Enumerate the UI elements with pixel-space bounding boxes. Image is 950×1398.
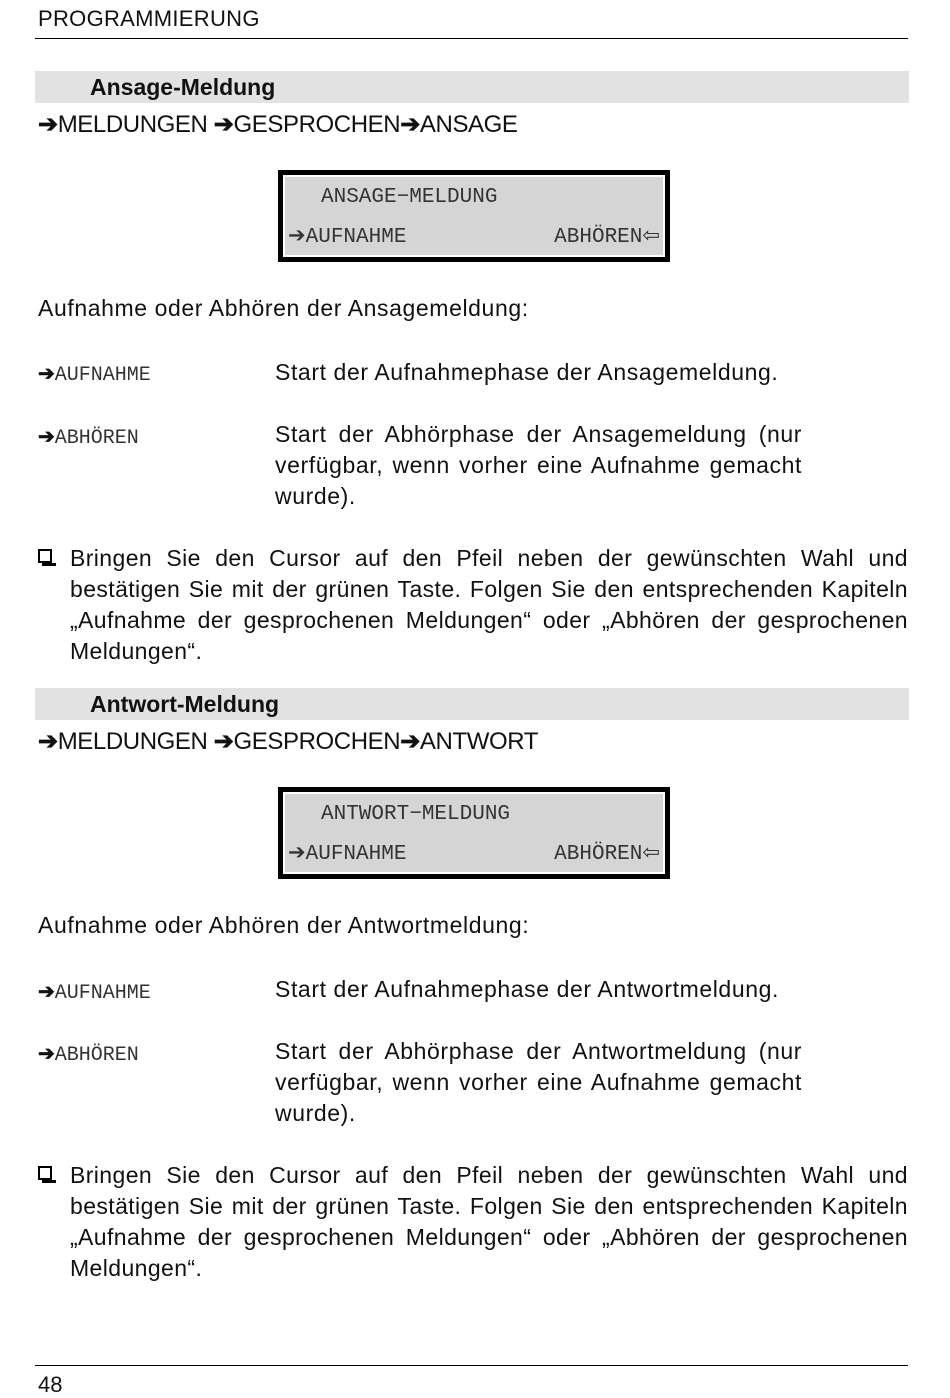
arrow-right-icon: ➔ bbox=[38, 426, 55, 448]
lcd-screen bbox=[283, 792, 665, 874]
arrow-right-icon: ➔ bbox=[38, 111, 58, 138]
path-step: GESPROCHEN bbox=[233, 728, 401, 755]
menu-path bbox=[38, 110, 518, 139]
option-key-play: ➔ABHÖREN bbox=[38, 426, 139, 450]
header-rule bbox=[35, 38, 908, 39]
arrow-right-icon: ➔ bbox=[38, 363, 55, 385]
checkbox-bullet-icon bbox=[38, 549, 52, 563]
arrow-right-icon: ➔ bbox=[288, 843, 306, 866]
page-number: 48 bbox=[38, 1372, 63, 1397]
section-title: Ansage-Meldung bbox=[90, 74, 276, 100]
arrow-right-icon: ➔ bbox=[213, 111, 234, 138]
lcd-screen bbox=[283, 175, 665, 257]
lcd-title: ANSAGE−MELDUNG bbox=[321, 186, 498, 209]
path-step: MELDUNGEN bbox=[57, 111, 208, 138]
arrow-right-icon: ➔ bbox=[288, 226, 306, 249]
lcd-option-play[interactable]: ABHÖREN⇦ bbox=[554, 226, 660, 249]
arrow-right-icon: ➔ bbox=[38, 981, 55, 1003]
checkbox-bullet-icon bbox=[38, 1166, 52, 1180]
option-desc-play: Start der Abhörphase der Antwortmeldung (nur verfügbar, wenn vorher eine Aufnahme gemacht wurde). bbox=[275, 1038, 802, 1126]
instruction-note: Bringen Sie den Cursor auf den Pfeil neben der gewünschten Wahl und bestätigen Sie mit der grünen Taste. Folgen Sie den entsprechenden Kapiteln „Aufnahme der gesprochenen Meldungen“ oder „Abhören der gesprochenen Meldungen“. bbox=[70, 545, 908, 664]
option-key-record: ➔AUFNAHME bbox=[38, 981, 151, 1005]
arrow-left-icon: ⇦ bbox=[642, 226, 660, 249]
option-key-record: ➔AUFNAHME bbox=[38, 363, 151, 387]
instruction-note: Bringen Sie den Cursor auf den Pfeil neben der gewünschten Wahl und bestätigen Sie mit der grünen Taste. Folgen Sie den entsprechenden Kapiteln „Aufnahme der gesprochenen Meldungen“ oder „Abhören der gesprochenen Meldungen“. bbox=[70, 1162, 908, 1281]
arrow-right-icon: ➔ bbox=[400, 111, 420, 138]
path-step: ANSAGE bbox=[419, 111, 518, 138]
path-step: GESPROCHEN bbox=[233, 111, 401, 138]
arrow-right-icon: ➔ bbox=[38, 1043, 55, 1065]
option-desc-record: Start der Aufnahmephase der Ansagemeldung. bbox=[275, 359, 779, 385]
option-key-play: ➔ABHÖREN bbox=[38, 1043, 139, 1067]
page-header: PROGRAMMIERUNG bbox=[38, 6, 260, 31]
path-step: MELDUNGEN bbox=[57, 728, 208, 755]
option-desc-record: Start der Aufnahmephase der Antwortmeldung. bbox=[275, 976, 779, 1002]
lcd-option-record[interactable]: ➔AUFNAHME bbox=[288, 226, 407, 249]
arrow-right-icon: ➔ bbox=[38, 728, 58, 755]
intro-text: Aufnahme oder Abhören der Antwortmeldung: bbox=[38, 912, 530, 938]
path-step: ANTWORT bbox=[419, 728, 538, 755]
intro-text: Aufnahme oder Abhören der Ansagemeldung: bbox=[38, 295, 529, 321]
lcd-display bbox=[278, 787, 670, 879]
section-title: Antwort-Meldung bbox=[90, 691, 280, 717]
arrow-right-icon: ➔ bbox=[400, 728, 420, 755]
option-desc-play: Start der Abhörphase der Ansagemeldung (nur verfügbar, wenn vorher eine Aufnahme gemacht wurde). bbox=[275, 421, 802, 509]
arrow-right-icon: ➔ bbox=[213, 728, 234, 755]
lcd-option-play[interactable]: ABHÖREN⇦ bbox=[554, 843, 660, 866]
footer-rule bbox=[35, 1365, 908, 1366]
lcd-display bbox=[278, 170, 670, 262]
lcd-title: ANTWORT−MELDUNG bbox=[321, 803, 511, 826]
lcd-option-record[interactable]: ➔AUFNAHME bbox=[288, 843, 407, 866]
arrow-left-icon: ⇦ bbox=[642, 843, 660, 866]
menu-path bbox=[38, 727, 538, 756]
